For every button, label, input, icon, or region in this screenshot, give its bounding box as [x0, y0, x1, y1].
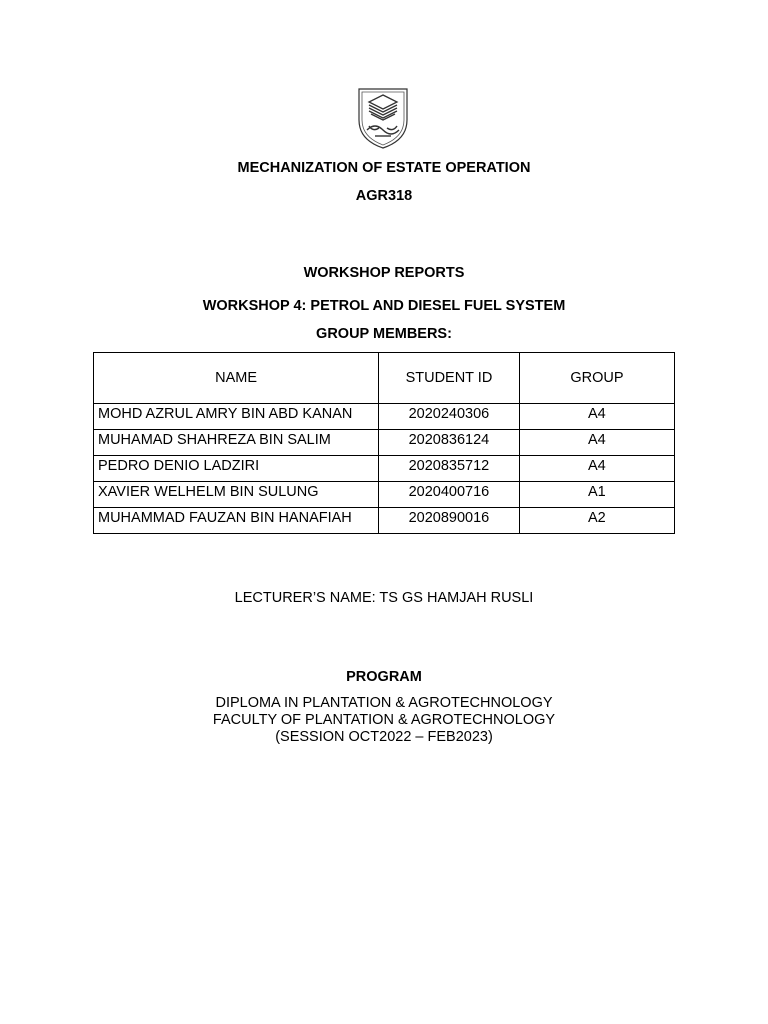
group-members-heading: GROUP MEMBERS: [316, 326, 452, 342]
column-header-name: NAME [94, 353, 379, 404]
member-group: A1 [519, 482, 674, 508]
course-code: AGR318 [355, 188, 413, 204]
workshop-title: WORKSHOP 4: PETROL AND DIESEL FUEL SYSTEM [202, 298, 566, 314]
program-heading: PROGRAM [346, 669, 422, 685]
table-row [94, 404, 675, 430]
table-row [94, 482, 675, 508]
column-header-student-id: STUDENT ID [379, 353, 520, 404]
table-row [94, 508, 675, 534]
program-name: DIPLOMA IN PLANTATION & AGROTECHNOLOGY [215, 695, 553, 711]
table-row [94, 430, 675, 456]
group-members-table [93, 352, 675, 534]
member-student-id: 2020400716 [379, 482, 520, 508]
member-group: A4 [519, 430, 674, 456]
member-group: A2 [519, 508, 674, 534]
member-student-id: 2020836124 [379, 430, 520, 456]
faculty-name: FACULTY OF PLANTATION & AGROTECHNOLOGY [212, 712, 556, 728]
session-period: (SESSION OCT2022 – FEB2023) [275, 729, 493, 745]
column-header-group: GROUP [519, 353, 674, 404]
report-type: WORKSHOP REPORTS [303, 265, 465, 281]
table-row [94, 456, 675, 482]
university-crest-icon [355, 86, 411, 150]
member-student-id: 2020835712 [379, 456, 520, 482]
course-title: MECHANIZATION OF ESTATE OPERATION [237, 160, 531, 176]
member-student-id: 2020890016 [379, 508, 520, 534]
member-name: MUHAMAD SHAHREZA BIN SALIM [94, 430, 379, 456]
lecturer-name: LECTURER’S NAME: TS GS HAMJAH RUSLI [234, 590, 534, 606]
member-name: PEDRO DENIO LADZIRI [94, 456, 379, 482]
member-name: XAVIER WELHELM BIN SULUNG [94, 482, 379, 508]
member-student-id: 2020240306 [379, 404, 520, 430]
member-name: MUHAMMAD FAUZAN BIN HANAFIAH [94, 508, 379, 534]
member-group: A4 [519, 456, 674, 482]
member-group: A4 [519, 404, 674, 430]
table-header-row [94, 353, 675, 404]
member-name: MOHD AZRUL AMRY BIN ABD KANAN [94, 404, 379, 430]
